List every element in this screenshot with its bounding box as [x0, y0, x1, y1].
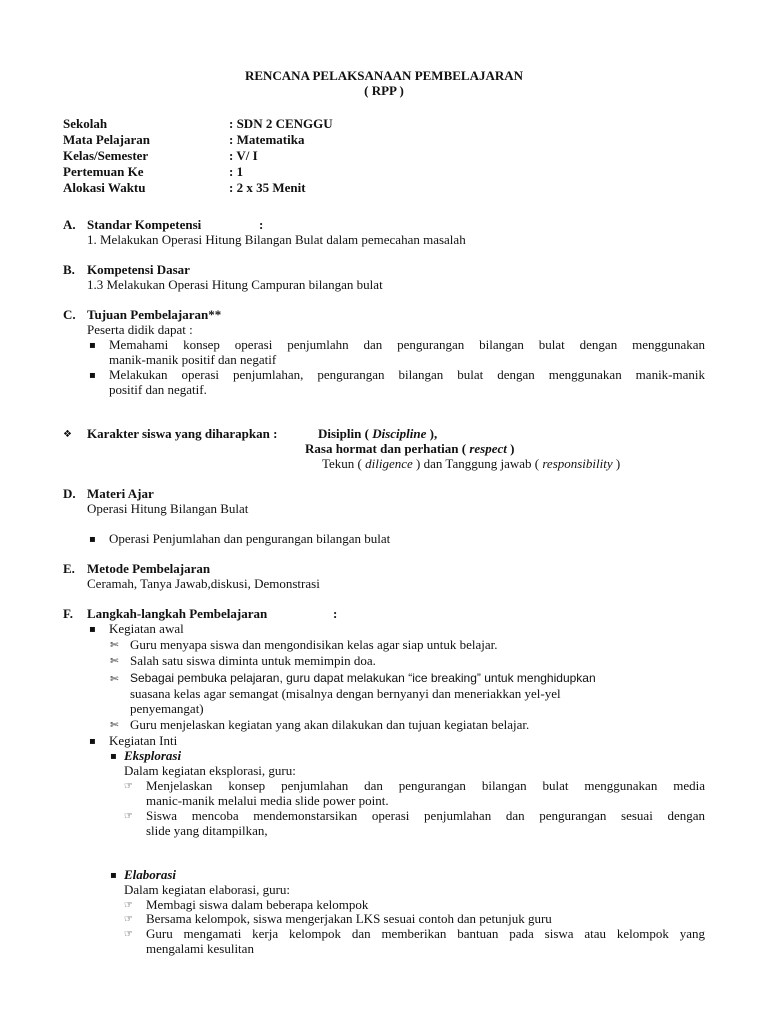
- document-title: RENCANA PELAKSANAAN PEMBELAJARAN: [244, 68, 524, 83]
- elaborasi-item-1: Membagi siswa dalam beberapa kelompok: [146, 897, 369, 912]
- identity-label-alokasi: Alokasi Waktu: [63, 180, 146, 195]
- square-bullet-icon: ▪: [89, 736, 96, 747]
- section-f-title: Langkah-langkah Pembelajaran: [87, 606, 268, 621]
- karakter-line-2: Rasa hormat dan perhatian ( respect ): [305, 441, 515, 456]
- square-bullet-icon: ▪: [110, 870, 117, 881]
- pointing-hand-icon: ☞: [124, 914, 133, 925]
- pointing-hand-icon: ☞: [124, 781, 133, 792]
- square-bullet-icon: ▪: [89, 534, 96, 545]
- eksplorasi-heading: Eksplorasi: [124, 748, 182, 763]
- identity-label-pertemuan: Pertemuan Ke: [63, 164, 144, 179]
- section-d-letter: D.: [63, 486, 76, 501]
- square-bullet-icon: ▪: [89, 624, 96, 635]
- eksplorasi-intro: Dalam kegiatan eksplorasi, guru:: [124, 763, 296, 778]
- awal-item-4: Guru menjelaskan kegiatan yang akan dilakukan dan tujuan kegiatan belajar.: [130, 717, 530, 732]
- section-e-title: Metode Pembelajaran: [87, 561, 211, 576]
- section-f-letter: F.: [63, 606, 73, 621]
- kegiatan-awal-heading: Kegiatan awal: [109, 621, 184, 636]
- karakter-line-3: Tekun ( diligence ) dan Tanggung jawab ( responsibility ): [322, 456, 621, 471]
- awal-item-1: Guru menyapa siswa dan mengondisikan kelas agar siap untuk belajar.: [130, 637, 498, 652]
- section-d-bullet: Operasi Penjumlahan dan pengurangan bilangan bulat: [109, 531, 391, 546]
- awal-item-2: Salah satu siswa diminta untuk memimpin doa.: [130, 653, 376, 668]
- section-b-letter: B.: [63, 262, 75, 277]
- section-c-intro: Peserta didik dapat :: [87, 322, 193, 337]
- identity-value-alokasi: : 2 x 35 Menit: [229, 180, 306, 195]
- section-e-text: Ceramah, Tanya Jawab,diskusi, Demonstrasi: [87, 576, 320, 591]
- scissors-bullet-icon: ✄: [110, 674, 119, 685]
- section-c-title: Tujuan Pembelajaran**: [87, 307, 222, 322]
- section-c-bullet1-line1: Memahami konsep operasi penjumlahn dan pengurangan bilangan bulat dengan menggunakan: [109, 337, 705, 352]
- scissors-bullet-icon: ✄: [110, 640, 119, 651]
- section-a-colon: :: [259, 217, 264, 232]
- eksplorasi-item-1-line2: manic-manik melalui media slide power point.: [146, 793, 389, 808]
- identity-value-pertemuan: : 1: [229, 164, 244, 179]
- section-d-text: Operasi Hitung Bilangan Bulat: [87, 501, 249, 516]
- square-bullet-icon: ▪: [110, 751, 117, 762]
- elaborasi-item-3-line2: mengalami kesulitan: [146, 941, 254, 956]
- square-bullet-icon: ▪: [89, 370, 96, 381]
- section-f-colon: :: [333, 606, 338, 621]
- scissors-bullet-icon: ✄: [110, 656, 119, 667]
- pointing-hand-icon: ☞: [124, 900, 133, 911]
- eksplorasi-item-1-line1: Menjelaskan konsep penjumlahan dan pengurangan bilangan bulat menggunakan media: [146, 778, 705, 793]
- diamond-bullet-icon: ❖: [63, 429, 72, 440]
- identity-value-mapel: : Matematika: [229, 132, 305, 147]
- pointing-hand-icon: ☞: [124, 929, 133, 940]
- section-c-bullet1-line2: manik-manik positif dan negatif: [109, 352, 277, 367]
- awal-item-3-line1: Sebagai pembuka pelajaran, guru dapat melakukan “ice breaking” untuk menghidupkan: [130, 671, 596, 685]
- section-b-item: 1.3 Melakukan Operasi Hitung Campuran bilangan bulat: [87, 277, 383, 292]
- section-c-bullet2-line2: positif dan negatif.: [109, 382, 207, 397]
- karakter-line-1: Disiplin ( Discipline ),: [318, 426, 438, 441]
- section-e-letter: E.: [63, 561, 75, 576]
- elaborasi-item-3-line1: Guru mengamati kerja kelompok dan memberikan bantuan pada siswa atau kelompok yang: [146, 926, 705, 941]
- identity-value-sekolah: : SDN 2 CENGGU: [229, 116, 333, 131]
- elaborasi-intro: Dalam kegiatan elaborasi, guru:: [124, 882, 291, 897]
- scissors-bullet-icon: ✄: [110, 720, 119, 731]
- section-d-title: Materi Ajar: [87, 486, 154, 501]
- section-a-title: Standar Kompetensi: [87, 217, 202, 232]
- square-bullet-icon: ▪: [89, 340, 96, 351]
- elaborasi-item-2: Bersama kelompok, siswa mengerjakan LKS sesuai contoh dan petunjuk guru: [146, 911, 552, 926]
- kegiatan-inti-heading: Kegiatan Inti: [109, 733, 178, 748]
- section-c-bullet2-line1: Melakukan operasi penjumlahan, pengurangan bilangan bulat dengan menggunakan manik-manik: [109, 367, 705, 382]
- identity-label-mapel: Mata Pelajaran: [63, 132, 151, 147]
- document-subtitle: ( RPP ): [364, 83, 404, 98]
- section-a-item: 1. Melakukan Operasi Hitung Bilangan Bulat dalam pemecahan masalah: [87, 232, 466, 247]
- section-b-title: Kompetensi Dasar: [87, 262, 190, 277]
- identity-value-kelas: : V/ I: [229, 148, 258, 163]
- elaborasi-heading: Elaborasi: [124, 867, 177, 882]
- awal-item-3-line3: penyemangat): [130, 701, 204, 716]
- identity-label-sekolah: Sekolah: [63, 116, 108, 131]
- identity-label-kelas: Kelas/Semester: [63, 148, 149, 163]
- awal-item-3-line2: suasana kelas agar semangat (misalnya dengan bernyanyi dan meneriakkan yel-yel: [130, 686, 561, 701]
- eksplorasi-item-2-line1: Siswa mencoba mendemonstarsikan operasi penjumlahan dan pengurangan sesuai dengan: [146, 808, 705, 823]
- pointing-hand-icon: ☞: [124, 811, 133, 822]
- eksplorasi-item-2-line2: slide yang ditampilkan,: [146, 823, 268, 838]
- section-a-letter: A.: [63, 217, 76, 232]
- section-c-letter: C.: [63, 307, 76, 322]
- karakter-label: Karakter siswa yang diharapkan :: [87, 426, 278, 441]
